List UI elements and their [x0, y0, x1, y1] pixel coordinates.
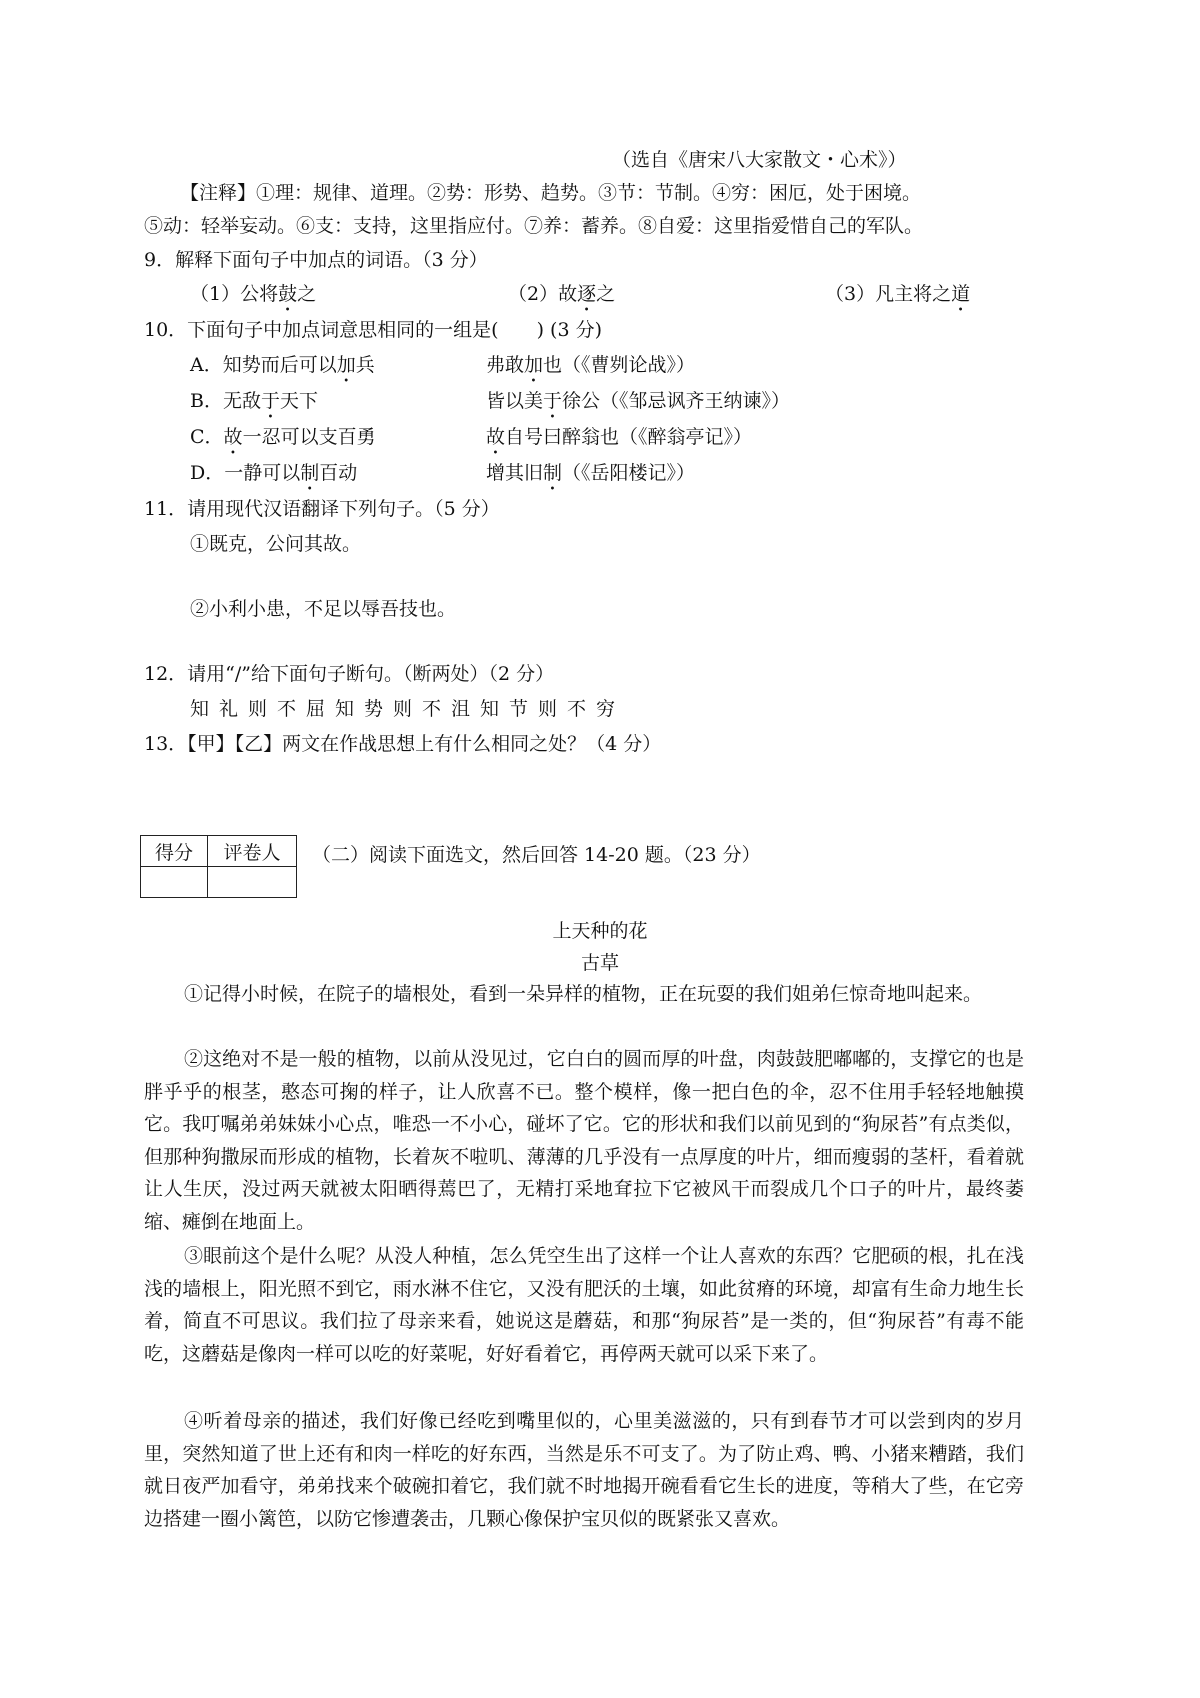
q10-a-left-pre: A．知势而后可以	[190, 354, 337, 376]
paragraph-3: ③眼前这个是什么呢？从没人种植，怎么凭空生出了这样一个让人喜欢的东西？它肥硕的根，扎在浅浅的墙根上，阳光照不到它，雨水淋不住它，又没有肥沃的土壤，如此贫瘠的环境，却富有生命力地生长着，简直不可思议。我们拉了母亲来看，她说这是蘑菇，和那“狗尿苔”是一类的，但“狗尿苔”有毒不能吃，这蘑菇是像肉一样可以吃的好菜呢，好好看着它，再停两天就可以采下来了。	[144, 1245, 1024, 1365]
q10-c-left-post: 一忍可以支百勇	[242, 426, 376, 448]
q9-item-3-pre: （3）凡主将之	[825, 283, 952, 305]
q10-d-right-pre: 增其旧	[486, 462, 544, 484]
q9-item-3-dotted: 道	[951, 283, 971, 305]
q10-option-b-left	[190, 386, 318, 423]
q10-a-left-post: 兵	[355, 354, 375, 376]
q10-option-c-left	[190, 422, 376, 459]
notes-line-1: 【注释】①理：规律、道理。②势：形势、趋势。③节：节制。④穷：困厄，处于困境。	[180, 182, 922, 204]
paragraph-2: ②这绝对不是一般的植物，以前从没见过，它白白的圆而厚的叶盘，肉鼓鼓肥嘟嘟的，支撑它的也是胖乎乎的根茎，憨态可掬的样子，让人欣喜不已。整个模样，像一把白色的伞，忍不住用手轻轻地触摸它。我叮嘱弟弟妹妹小心点，唯恐一不小心，碰坏了它。它的形状和我们以前见到的“狗尿苔”有点类似，但那种狗撒尿而形成的植物，长着灰不啦叽、薄薄的几乎没有一点厚度的叶片，细而瘦弱的茎杆，看着就让人生厌，没过两天就被太阳晒得蔫巴了，无精打采地耷拉下它被风干而裂成几个口子的叶片，最终萎缩、瘫倒在地面上。	[144, 1048, 1024, 1233]
q9-item-2	[508, 279, 615, 316]
notes-line-2: ⑤动：轻举妄动。⑥支：支持，这里指应付。⑦养：蓄养。⑧自爱：这里指爱惜自己的军队。	[144, 215, 924, 237]
score-table	[140, 835, 297, 898]
question-10-stem: 10．下面句子中加点词意思相同的一组是( ) (3 分)	[144, 319, 602, 341]
q9-item-1-dotted: 鼓	[278, 283, 298, 305]
q10-option-d-left	[190, 458, 357, 495]
source-citation: （选自《唐宋八大家散文・心术》）	[612, 149, 907, 171]
q10-option-a-right	[486, 350, 695, 387]
q9-item-2-pre: （2）故	[508, 283, 578, 305]
article-title: 上天种的花	[552, 920, 648, 942]
q12-sentence: 知礼则不屈知势则不沮知节则不穷	[190, 698, 626, 720]
grader-header: 评卷人	[208, 836, 297, 867]
q10-d-right-post: （《岳阳楼记》）	[562, 462, 696, 484]
grader-cell[interactable]	[208, 867, 297, 898]
q10-d-left-dotted: 制	[300, 462, 320, 484]
q10-option-d-right	[486, 458, 695, 495]
q11-sentence-1: ①既克，公问其故。	[190, 533, 362, 555]
q10-c-right-post: 自号曰醉翁也（《醉翁亭记》）	[505, 426, 753, 448]
q10-b-right-post: 徐公（《邹忌讽齐王纳谏》）	[562, 390, 791, 412]
q9-item-1-post: 之	[297, 283, 317, 305]
q10-a-left-dotted: 加	[336, 354, 356, 376]
question-9-stem: 9．解释下面句子中加点的词语。（3 分）	[144, 249, 488, 271]
q9-item-1-pre: （1）公将	[190, 283, 279, 305]
section-2-heading: （二）阅读下面选文，然后回答 14-20 题。（23 分）	[312, 844, 761, 866]
q10-option-b-right	[486, 386, 790, 423]
q10-option-c-right	[486, 422, 752, 459]
q10-b-left-post: 天下	[279, 390, 318, 412]
question-11-stem: 11．请用现代汉语翻译下列句子。（5 分）	[144, 498, 500, 520]
q9-item-2-dotted: 逐	[577, 283, 597, 305]
question-12-stem: 12．请用“/”给下面句子断句。（断两处）（2 分）	[144, 663, 555, 685]
q9-item-2-post: 之	[596, 283, 616, 305]
paragraph-1: ①记得小时候，在院子的墙根处，看到一朵异样的植物，正在玩耍的我们姐弟仨惊奇地叫起来。	[184, 983, 983, 1005]
q10-option-a-left	[190, 350, 375, 387]
q10-a-right-post: 也（《曹刿论战》）	[543, 354, 696, 376]
q10-a-right-dotted: 加	[524, 354, 544, 376]
q9-item-3	[825, 279, 970, 316]
q10-d-right-dotted: 制	[543, 462, 563, 484]
score-header: 得分	[141, 836, 208, 867]
question-13-stem: 13．【甲】【乙】两文在作战思想上有什么相同之处？（4 分）	[144, 733, 662, 755]
q10-d-left-post: 百动	[319, 462, 358, 484]
score-cell[interactable]	[141, 867, 208, 898]
q10-b-right-dotted: 于	[543, 390, 563, 412]
q10-b-right-pre: 皆以美	[486, 390, 544, 412]
paragraph-4: ④听着母亲的描述，我们好像已经吃到嘴里似的，心里美滋滋的，只有到春节才可以尝到肉的岁月里，突然知道了世上还有和肉一样吃的好东西，当然是乐不可支了。为了防止鸡、鸭、小猪来糟踏，我们就日夜严加看守，弟弟找来个破碗扣着它，我们就不时地揭开碗看看它生长的进度，等稍大了些，在它旁边搭建一圈小篱笆，以防它惨遭袭击，几颗心像保护宝贝似的既紧张又喜欢。	[144, 1410, 1024, 1530]
q10-b-left-pre: B．无敌	[190, 390, 261, 412]
q10-c-left-pre: C．	[190, 426, 224, 448]
q10-c-right-dotted: 故	[486, 426, 506, 448]
q10-a-right-pre: 弗敢	[486, 354, 525, 376]
q9-item-1	[190, 279, 316, 316]
article-author: 古草	[580, 952, 619, 974]
q10-b-left-dotted: 于	[260, 390, 280, 412]
q11-sentence-2: ②小利小患，不足以辱吾技也。	[190, 598, 457, 620]
q10-c-left-dotted: 故	[223, 426, 243, 448]
q10-d-left-pre: D．一静可以	[190, 462, 301, 484]
